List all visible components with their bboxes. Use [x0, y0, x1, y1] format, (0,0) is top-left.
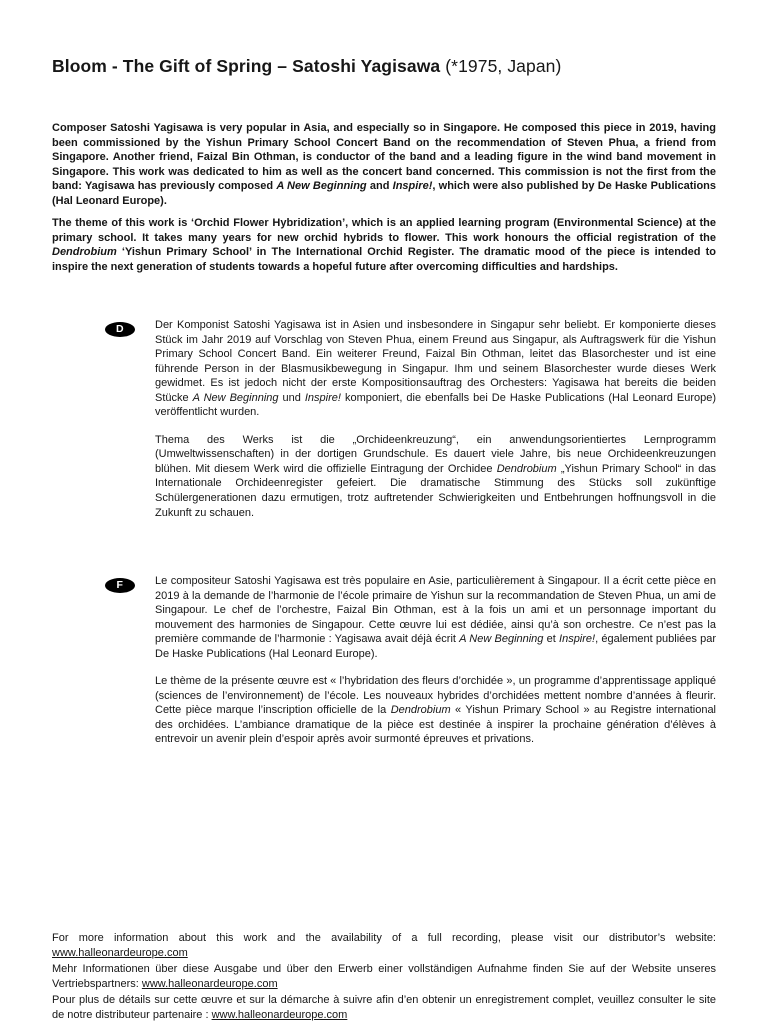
text-segment: Der Komponist Satoshi Yagisawa ist in Asien und insbesondere in Singapur sehr beliebt. Er komponierte dieses Stück im Jahr 2019 auf Vorschlag von Steven Phua, einem Freund aus Singapur, als Auftragswerk für die Yishun Primary School Concert Band. Ein weiterer Freund, Faizal Bin Othman, leitet das Blasorchester und ist eine führende Person in der Blasmusikbewegung in Singapur. Ihm und seinem Blasorchester wurde dieses Werk gewidmet. Es ist jedoch nicht der erste Kompositionsauftrag des Orchesters: Yagisawa hat bereits die beiden Stücke — [155, 319, 716, 404]
french-text-column — [155, 574, 716, 760]
footer-line-german — [52, 962, 716, 993]
german-text-column — [155, 318, 716, 533]
german-badge-column — [105, 318, 155, 337]
footer-text-french: Pour plus de détails sur cette œuvre et sur la démarche à suivre afin d’en obtenir un enregistrement complet, veuillez consulter le site de notre distributeur partenaire : — [52, 993, 716, 1022]
text-segment: A New Beginning — [459, 633, 544, 646]
distributor-website-link-french[interactable]: www.halleonardeurope.com — [211, 1009, 348, 1022]
text-segment: Inspire! — [392, 180, 433, 193]
german-paragraph-1 — [155, 318, 716, 420]
distributor-website-link-english[interactable]: www.halleonardeurope.com — [52, 947, 188, 960]
text-segment: The theme of this work is ‘Orchid Flower Hybridization’, which is an applied learning program (Environmental Science) at the primary school. It takes many years for new orchid hybrids to flower. This work honours the official registration of the — [52, 217, 716, 244]
text-segment: Composer Satoshi Yagisawa is very popular in Asia, and especially so in Singapore. He composed this piece in 2019, having been commissioned by the Yishun Primary School Concert Band on the recommendation of Steven Phua, a friend from Singapore. Another friend, Faizal Bin Othman, is conductor of the band and a leading figure in the wind band movement in Singapore. This work was dedicated to him as well as the concert band concerned. This commission is not the first from the band: Yagisawa has previously composed — [52, 122, 716, 193]
footer-line-french — [52, 993, 716, 1024]
english-notes-section — [52, 121, 716, 282]
german-notes-section — [105, 318, 716, 533]
distributor-website-link-german[interactable]: www.halleonardeurope.com — [141, 978, 278, 991]
text-segment: and — [366, 180, 393, 193]
title-main: Bloom - The Gift of Spring – Satoshi Yagisawa — [52, 56, 446, 76]
text-segment: , which were also published by De Haske Publications (Hal Leonard Europe). — [52, 180, 717, 207]
footer-text-german: Mehr Informationen über diese Ausgabe und über den Erwerb einer vollständigen Aufnahme finden Sie auf der Website unseres Vertriebspartners: — [52, 962, 716, 991]
text-segment: und — [278, 391, 305, 404]
german-paragraph-2 — [155, 433, 716, 520]
footer-line-english — [52, 931, 716, 962]
text-segment: et — [543, 633, 560, 646]
text-segment: Le compositeur Satoshi Yagisawa est très populaire en Asie, particulièrement à Singapour. Il a écrit cette pièce en 2019 à la demande de l’harmonie de l’école primaire de Yishun sur la recommandation de Steven Phua, un ami de Singapour. Le chef de l’orchestre, Faizal Bin Othman, est à la fois un ami et un personnage important du mouvement des harmonies de Singapour. Cette œuvre lui est dédiée, ainsi qu’à son orchestre. Ce n’est pas la première commande de l’harmonie : Yagisawa avait déjà écrit — [155, 575, 716, 646]
english-paragraph-2 — [52, 216, 716, 274]
text-segment: Thema des Werks ist die „Orchideenkreuzung“, ein anwendungsorientiertes Lernprogramm (Umweltwissenschaften) in der dortigen Grundschule. Es dauert viele Jahre, bis neue Orchideenkreuzungen blühen. Mit diesem Werk wird die offizielle Eintragung der Orchidee — [155, 433, 716, 475]
english-paragraph-1 — [52, 121, 716, 208]
text-segment: « Yishun Primary School » au Registre international des orchidées. L’ambiance dramatique de la pièce est destinée à inspirer la prochaine génération d’élèves à entrevoir un avenir plein d’espoir après avoir surmonté épreuves et privations. — [155, 704, 717, 746]
french-paragraph-2 — [155, 674, 716, 747]
text-segment: Inspire! — [304, 391, 341, 404]
text-segment: komponiert, die ebenfalls bei De Haske Publications (Hal Leonard Europe) veröffentlicht wurden. — [155, 391, 717, 419]
text-segment: „Yishun Primary School“ in das Internationale Orchideenregister gefeiert. Die dramatische Stimmung des Stücks soll zukünftige Schülergenerationen dazu ermutigen, trotz auftretender Schwierigkeiten und Entbehrungen hoffnungsvoll in die Zukunft zu schauen. — [155, 462, 716, 519]
language-badge-german: D — [105, 322, 135, 337]
text-segment: Dendrobium — [390, 704, 451, 717]
text-segment: , également publiées par De Haske Publications (Hal Leonard Europe). — [155, 633, 716, 660]
language-badge-french: F — [105, 578, 135, 593]
french-notes-section — [105, 574, 716, 760]
page-title — [52, 56, 561, 77]
footer-text-english: For more information about this work and the availability of a full recording, please visit our distributor’s website: — [52, 932, 716, 944]
text-segment: Le thème de la présente œuvre est « l’hybridation des fleurs d’orchidée », un programme d’apprentissage appliqué (sciences de l’environnement) de l’école. Les nouveaux hybrides d’orchidées mettent nombre d’années à fleurir. Cette pièce marque l’inscription officielle de la — [155, 675, 716, 717]
footer — [52, 931, 716, 1023]
french-paragraph-1 — [155, 574, 716, 661]
text-segment: Dendrobium — [496, 462, 557, 475]
text-segment: Dendrobium — [52, 246, 117, 259]
text-segment: A New Beginning — [276, 180, 367, 193]
text-segment: A New Beginning — [192, 391, 279, 404]
title-composer-dates: (*1975, Japan) — [445, 56, 562, 76]
text-segment: Inspire! — [559, 633, 596, 646]
french-badge-column — [105, 574, 155, 593]
text-segment: ‘Yishun Primary School’ in The International Orchid Register. The dramatic mood of the piece is intended to inspire the next generation of students towards a hopeful future after overcoming difficulties and hardships. — [52, 246, 716, 273]
